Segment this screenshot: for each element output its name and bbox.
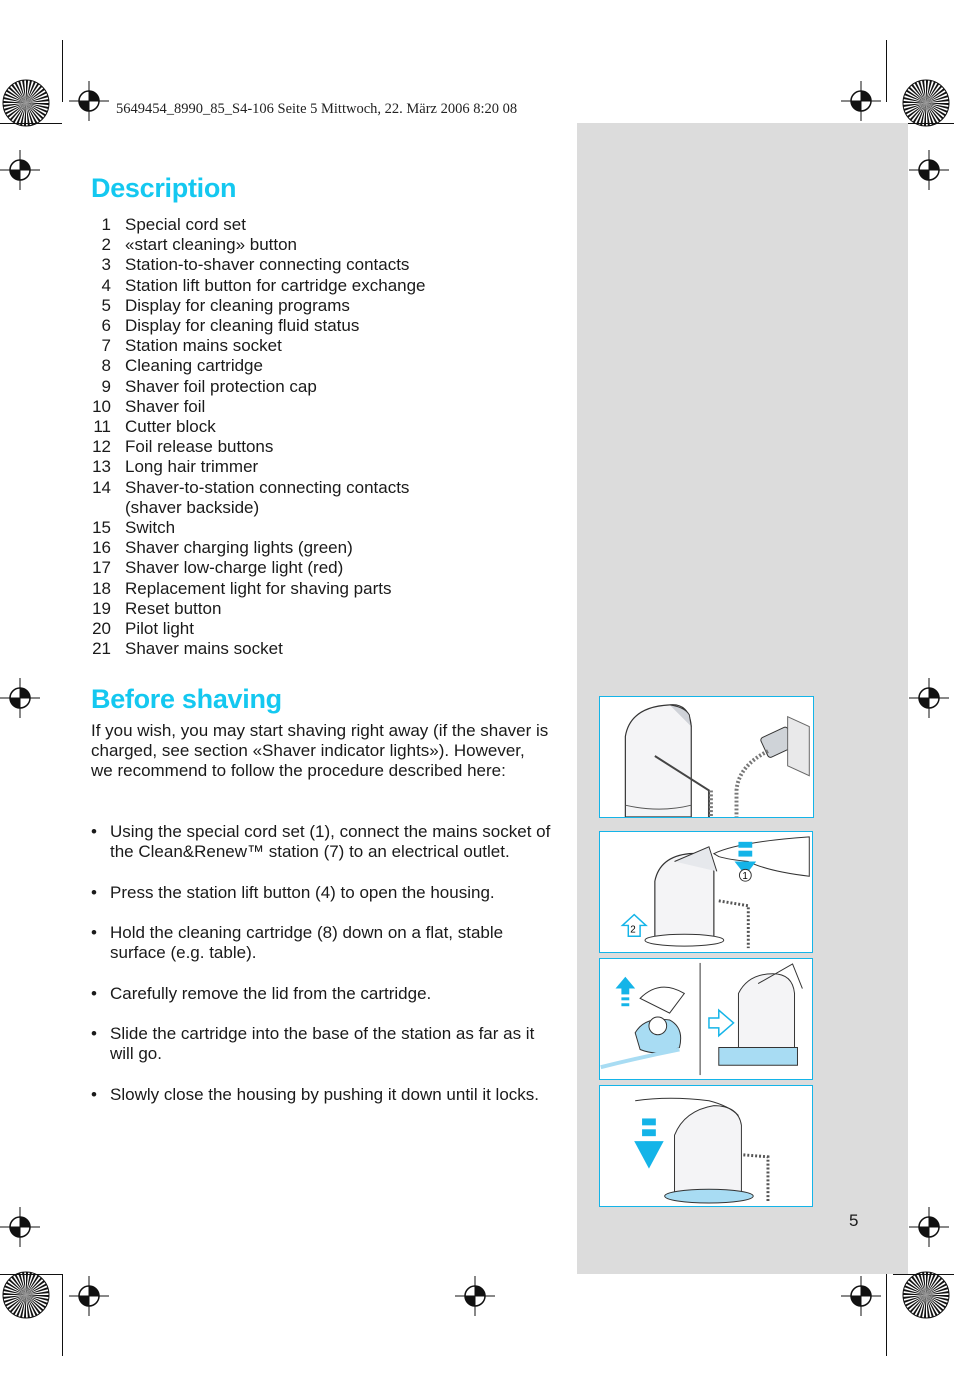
item-number: 9 <box>101 376 111 396</box>
registration-mark-icon <box>909 678 949 723</box>
crop-mark <box>62 1274 63 1356</box>
crop-mark <box>0 1274 62 1275</box>
registration-mark-icon <box>909 1207 949 1252</box>
item-text: Station lift button for cartridge exchange <box>125 275 426 295</box>
item-number: 13 <box>92 457 111 477</box>
step-item: • Using the special cord set (1), connect the mains socket of the Clean&Renew™ station (7) to an electrical outlet. <box>91 822 551 862</box>
item-number: 17 <box>92 558 111 578</box>
item-text: Shaver foil <box>125 396 206 416</box>
parts-list-item <box>90 296 426 316</box>
parts-list-item <box>90 336 426 356</box>
item-number: 5 <box>101 295 111 315</box>
item-number: 4 <box>101 275 111 295</box>
parts-list-item <box>90 437 426 457</box>
item-number: 3 <box>101 255 111 275</box>
parts-list-item <box>90 356 426 376</box>
item-number: 11 <box>93 417 111 437</box>
item-number: 14 <box>92 477 111 497</box>
parts-list-item <box>90 619 426 639</box>
parts-list-item <box>90 478 426 498</box>
parts-list-item <box>90 377 426 397</box>
crop-mark <box>62 40 63 102</box>
registration-mark-icon <box>69 1276 109 1321</box>
parts-list-item <box>90 457 426 477</box>
item-text: Special cord set <box>125 215 246 234</box>
item-number: 21 <box>92 639 111 659</box>
color-target-icon <box>2 79 50 132</box>
item-text: Shaver-to-station connecting contacts <box>125 477 410 497</box>
print-header: 5649454_8990_85_S4-106 Seite 5 Mittwoch, 22. März 2006 8:20 08 <box>116 101 518 117</box>
page-number: 5 <box>849 1211 859 1230</box>
step-item: • Hold the cleaning cartridge (8) down on a flat, stable surface (e.g. table). <box>91 923 551 963</box>
item-text: Pilot light <box>125 619 194 639</box>
parts-list-item <box>90 316 426 336</box>
item-number <box>90 498 111 518</box>
registration-mark-icon <box>69 81 109 126</box>
description-title: Description <box>91 173 237 203</box>
parts-list-item <box>90 579 426 599</box>
item-text: Cutter block <box>125 417 216 437</box>
item-text: Switch <box>125 518 176 538</box>
registration-mark-icon <box>0 150 40 195</box>
illustration-close-housing <box>599 1085 813 1207</box>
parts-list <box>90 215 426 659</box>
steps-list <box>91 822 551 1125</box>
crop-mark <box>0 123 62 124</box>
illustration-connect-cord <box>599 696 814 818</box>
item-number: 7 <box>101 336 111 356</box>
item-number: 16 <box>92 538 111 558</box>
registration-mark-icon <box>0 678 40 723</box>
parts-list-item <box>90 397 426 417</box>
item-text: Shaver charging lights (green) <box>125 538 353 558</box>
parts-list-item <box>90 599 426 619</box>
parts-list-item <box>90 558 426 578</box>
figure-label: 2 <box>630 924 636 936</box>
item-text: Display for cleaning fluid status <box>125 316 360 336</box>
figure-label: 1 <box>742 871 748 883</box>
item-number: 18 <box>92 578 111 598</box>
item-number: 15 <box>92 518 111 538</box>
step-item: • Carefully remove the lid from the cartridge. <box>91 984 551 1004</box>
item-text: Reset button <box>125 598 222 618</box>
item-text: Shaver low-charge light (red) <box>125 558 344 578</box>
parts-list-item <box>90 255 426 275</box>
parts-list-item <box>90 538 426 558</box>
item-text: «start cleaning» button <box>125 235 298 255</box>
registration-mark-icon <box>455 1276 495 1321</box>
parts-list-item <box>90 215 426 235</box>
parts-list-item <box>90 235 426 255</box>
item-number: 12 <box>92 437 111 457</box>
color-target-icon <box>2 1271 50 1324</box>
before-shaving-title: Before shaving <box>91 684 282 714</box>
item-number: 19 <box>92 598 111 618</box>
item-text: Shaver mains socket <box>125 639 283 659</box>
color-target-icon <box>902 1271 950 1324</box>
step-item: • Press the station lift button (4) to open the housing. <box>91 883 551 903</box>
registration-mark-icon <box>841 1276 881 1321</box>
item-number: 10 <box>92 396 111 416</box>
step-item: • Slide the cartridge into the base of the station as far as it will go. <box>91 1024 551 1064</box>
item-number: 6 <box>101 316 111 336</box>
illustration-open-housing <box>599 831 813 953</box>
step-item: • Slowly close the housing by pushing it down until it locks. <box>91 1085 551 1105</box>
item-text: Cleaning cartridge <box>125 356 263 376</box>
parts-list-item <box>90 518 426 538</box>
item-number: 8 <box>101 356 111 376</box>
registration-mark-icon <box>909 150 949 195</box>
before-shaving-intro: If you wish, you may start shaving right away (if the shaver is charged, see section «Shaver indicator lights»). However, we recommend to follow the procedure described here: <box>91 721 549 781</box>
crop-mark <box>886 40 887 102</box>
item-text: Station-to-shaver connecting contacts <box>125 255 410 275</box>
item-text: Long hair trimmer <box>125 457 259 477</box>
parts-list-item <box>90 498 426 518</box>
parts-list-item <box>90 276 426 296</box>
item-text: Shaver foil protection cap <box>125 376 317 396</box>
parts-list-item <box>90 417 426 437</box>
parts-list-item <box>90 639 426 659</box>
item-number: 2 <box>101 235 111 255</box>
item-text: (shaver backside) <box>125 497 260 517</box>
item-number: 1 <box>101 215 111 234</box>
crop-mark <box>886 1274 887 1356</box>
item-text: Display for cleaning programs <box>125 295 350 315</box>
item-text: Foil release buttons <box>125 437 274 457</box>
illustration-insert-cartridge <box>599 958 813 1080</box>
registration-mark-icon <box>0 1207 40 1252</box>
item-text: Replacement light for shaving parts <box>125 578 392 598</box>
color-target-icon <box>902 79 950 132</box>
item-text: Station mains socket <box>125 336 282 356</box>
crop-mark <box>893 1274 954 1275</box>
item-number: 20 <box>92 619 111 639</box>
registration-mark-icon <box>841 81 881 126</box>
